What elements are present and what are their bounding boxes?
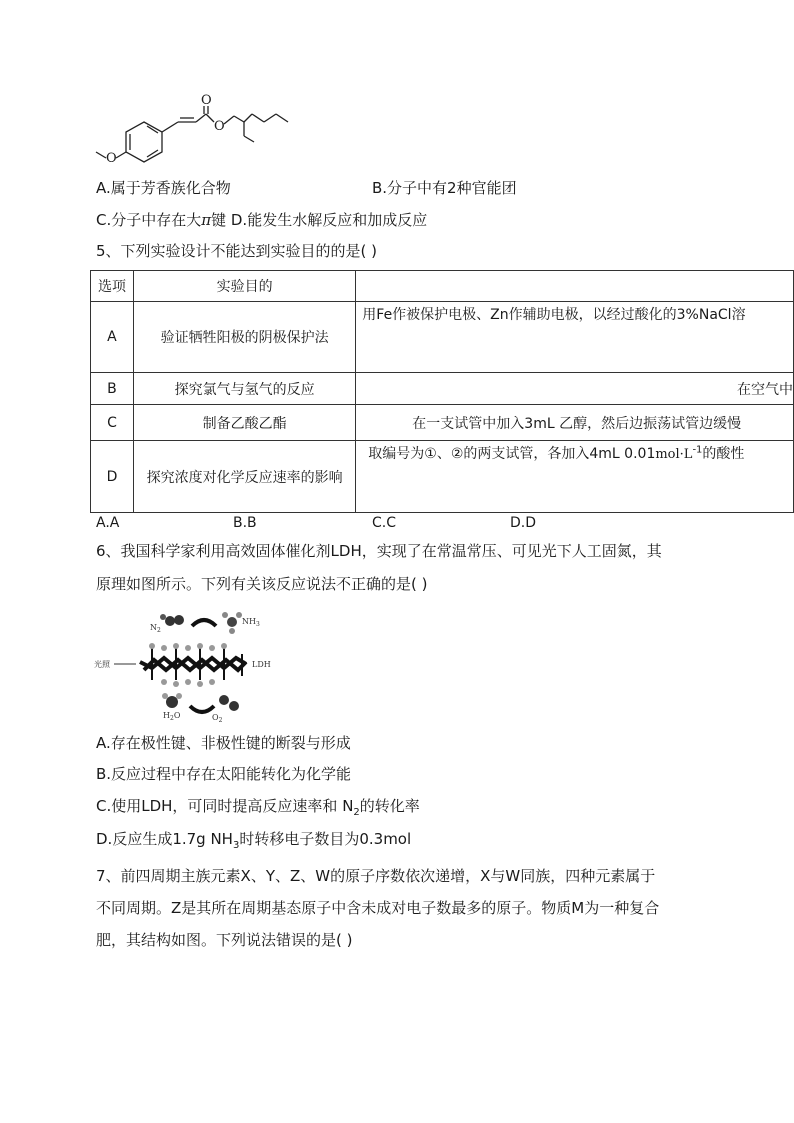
table-row — [91, 441, 794, 513]
q5-experiment-table — [90, 270, 794, 513]
q6-option-c — [96, 796, 420, 816]
n2-label: $N_2$ — [150, 623, 161, 634]
q5-choice-a: A.A — [96, 515, 120, 531]
table-row — [91, 405, 794, 441]
table-cell-purpose: 制备乙酸乙酯 — [133, 405, 355, 441]
q7-question-line1: 7、前四周期主族元素X、Y、Z、W的原子序数依次递增，X与W同族，四种元素属于 — [96, 867, 656, 885]
q6-option-c-pre: C.使用LDH，可同时提高反应速率和 N — [96, 797, 354, 815]
q6-option-d-post: 时转移电子数目为0.3mol — [239, 830, 412, 848]
subscript-3: 3 — [232, 840, 240, 851]
table-cell-purpose: 探究浓度对化学反应速率的影响 — [133, 441, 355, 513]
table-cell-design: 在空气中 — [356, 373, 794, 405]
q5-choice-c: C.C — [372, 515, 397, 531]
table-cell-option: D — [91, 441, 134, 513]
q4-structure-diagram — [92, 92, 302, 172]
q7-question-line3: 肥，其结构如图。下列说法错误的是( ) — [96, 931, 353, 949]
table-cell-design — [356, 441, 794, 513]
q4-option-a: A.属于芳香族化合物 — [96, 179, 231, 197]
o2-label: $O_2$ — [212, 713, 223, 724]
table-cell-purpose: 探究氯气与氢气的反应 — [133, 373, 355, 405]
q6-ldh-figure — [92, 604, 292, 724]
nh3-label: $NH_3$ — [242, 617, 260, 628]
q4-option-c-d — [96, 210, 427, 230]
table-cell-design: 在一支试管中加入3mL 乙醇，然后边振荡试管边缓慢 — [356, 405, 794, 441]
ldh-label: LDH — [252, 660, 271, 669]
table-header-design — [356, 271, 794, 302]
table-row — [91, 373, 794, 405]
subscript-2: 2 — [353, 807, 360, 818]
q6-option-a: A.存在极性键、非极性键的断裂与形成 — [96, 734, 351, 752]
oxygen-label-carbonyl: O — [201, 93, 212, 108]
pi-symbol: π — [201, 211, 212, 229]
q6-question-line2: 原理如图所示。下列有关该反应说法不正确的是( ) — [96, 575, 428, 593]
q5-choice-d: D.D — [510, 515, 537, 531]
q6-option-d-pre: D.反应生成1.7g NH — [96, 830, 233, 848]
q6-option-d — [96, 829, 411, 849]
unit-text: mol·L — [655, 447, 693, 462]
q6-option-c-post: 的转化率 — [359, 797, 420, 815]
table-cell-option: A — [91, 302, 134, 373]
design-text: 取编号为①、②的两支试管，各加入4mL 0.01 — [368, 446, 656, 462]
table-row — [91, 302, 794, 373]
table-header-purpose: 实验目的 — [133, 271, 355, 302]
table-cell-option: C — [91, 405, 134, 441]
q4-option-b: B.分子中有2种官能团 — [372, 179, 517, 197]
q4-option-c-post: 键 D.能发生水解反应和加成反应 — [211, 211, 428, 229]
table-header-row — [91, 271, 794, 302]
h2o-label: $H_2O$ — [163, 711, 181, 722]
light-label: 光照 — [94, 660, 110, 669]
table-cell-option: B — [91, 373, 134, 405]
q4-option-c-pre: C.分子中存在大 — [96, 211, 202, 229]
oxygen-label-ester: O — [214, 119, 225, 134]
q5-choice-b: B.B — [233, 515, 257, 531]
table-cell-design: 用Fe作被保护电极、Zn作辅助电极，以经过酸化的3%NaCl溶 — [356, 302, 794, 373]
table-cell-purpose: 验证牺牲阳极的阴极保护法 — [133, 302, 355, 373]
q6-question-line1: 6、我国科学家利用高效固体催化剂LDH，实现了在常温常压、可见光下人工固氮，其 — [96, 542, 662, 560]
design-text-tail: 的酸性 — [702, 446, 745, 462]
unit-exponent: -1 — [692, 444, 703, 456]
oxygen-label-methoxy: O — [106, 151, 117, 166]
q6-option-b: B.反应过程中存在太阳能转化为化学能 — [96, 765, 352, 783]
table-header-option: 选项 — [91, 271, 134, 302]
q7-question-line2: 不同周期。Z是其所在周期基态原子中含未成对电子数最多的原子。物质M为一种复合 — [96, 899, 660, 917]
q5-question: 5、下列实验设计不能达到实验目的的是( ) — [96, 242, 378, 260]
